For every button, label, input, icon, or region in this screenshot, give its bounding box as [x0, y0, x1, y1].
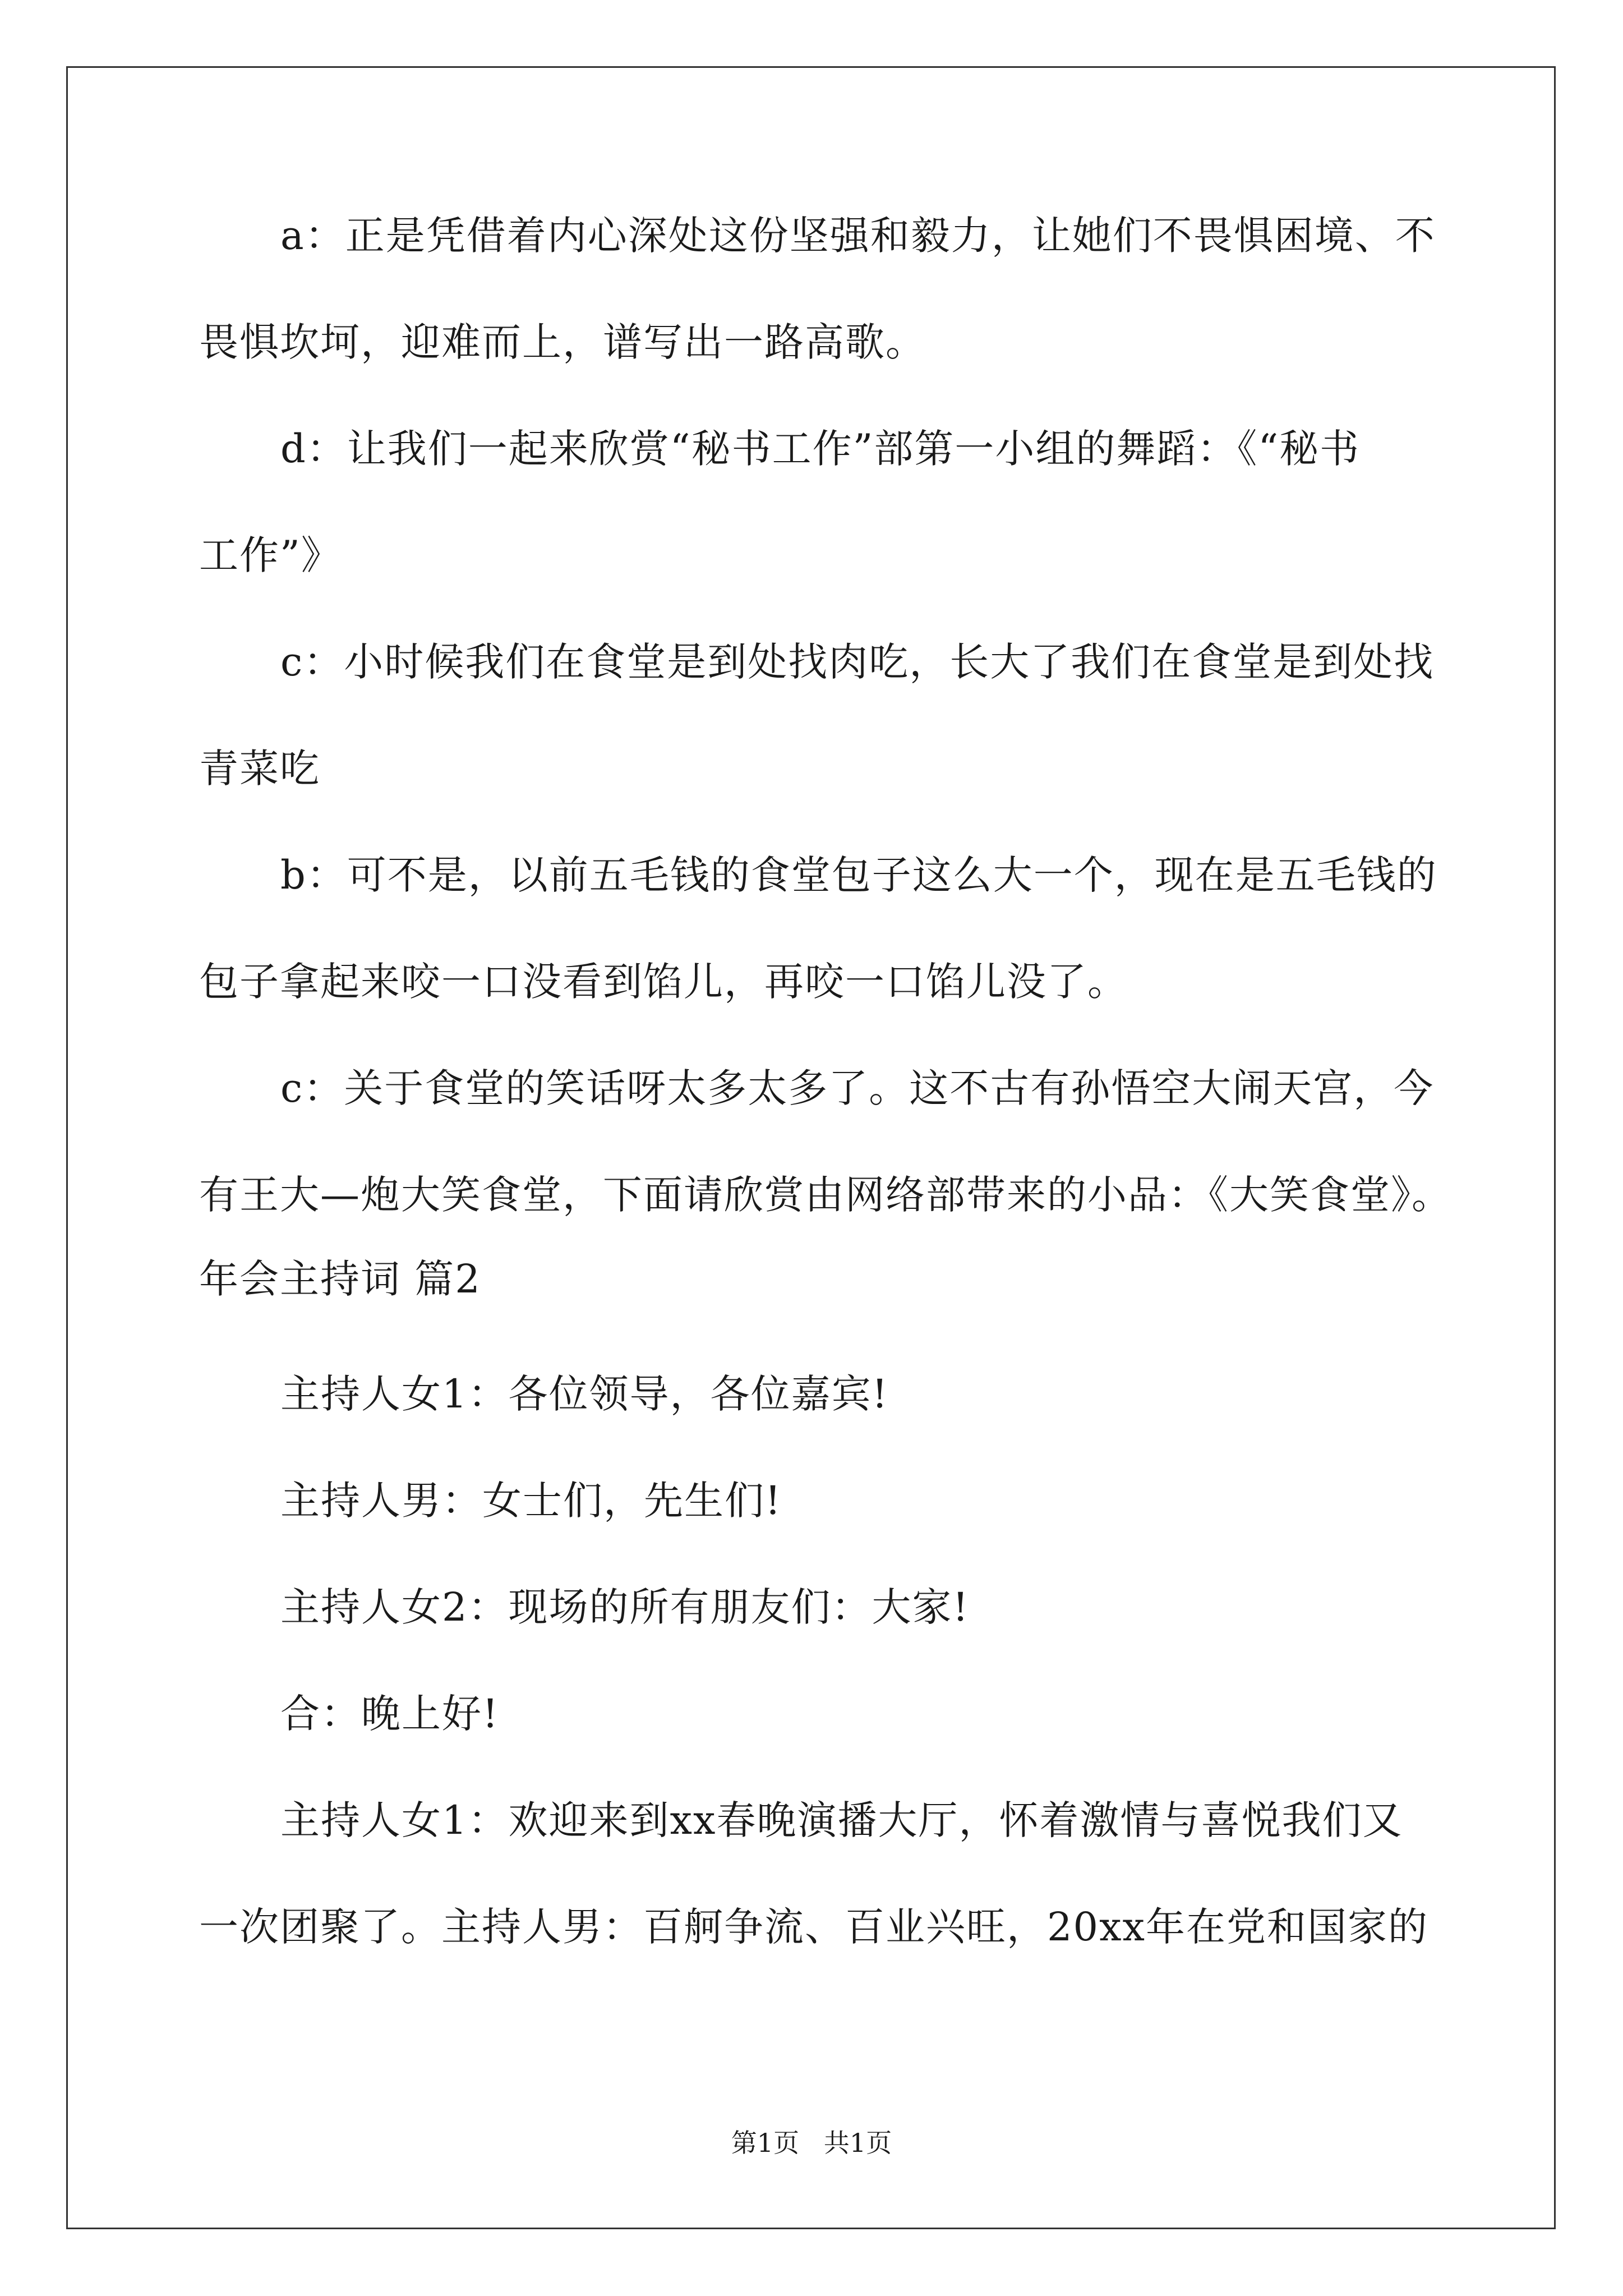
paragraph-line: a：正是凭借着内心深处这份坚强和毅力，让她们不畏惧困境、不 — [280, 213, 1436, 259]
paragraph-line: c：小时候我们在食堂是到处找肉吃，长大了我们在食堂是到处找 — [280, 639, 1435, 685]
section-heading: 年会主持词 篇2 — [199, 1256, 481, 1302]
paragraph-line: 主持人女2：现场的所有朋友们：大家! — [280, 1584, 970, 1630]
paragraph-line: 合：晚上好! — [280, 1691, 500, 1737]
paragraph-line: 包子拿起来咬一口没看到馅儿，再咬一口馅儿没了。 — [199, 959, 1128, 1005]
paragraph-line: b：可不是，以前五毛钱的食堂包子这么大一个，现在是五毛钱的 — [280, 852, 1437, 898]
paragraph-line: 主持人女1：各位领导，各位嘉宾! — [280, 1371, 889, 1417]
paragraph-line: 一次团聚了。主持人男：百舸争流、百业兴旺，20xx年在党和国家的 — [199, 1904, 1429, 1950]
paragraph-line: 有王大—炮大笑食堂，下面请欣赏由网络部带来的小品：《大笑食堂》。 — [199, 1172, 1452, 1218]
paragraph-line: 主持人男：女士们，先生们! — [280, 1478, 782, 1524]
paragraph-line: d：让我们一起来欣赏“秘书工作”部第一小组的舞蹈：《“秘书 — [280, 426, 1361, 472]
paragraph-line: c：关于食堂的笑话呀太多太多了。这不古有孙悟空大闹天宫，今 — [280, 1065, 1435, 1111]
paragraph-line: 工作”》 — [199, 532, 342, 578]
paragraph-line: 主持人女1：欢迎来到xx春晚演播大厅，怀着激情与喜悦我们又 — [280, 1797, 1403, 1843]
page-number-footer: 第1页 共1页 — [731, 2128, 892, 2158]
paragraph-line: 畏惧坎坷，迎难而上，谱写出一路高歌。 — [199, 319, 926, 365]
paragraph-line: 青菜吃 — [199, 746, 320, 792]
